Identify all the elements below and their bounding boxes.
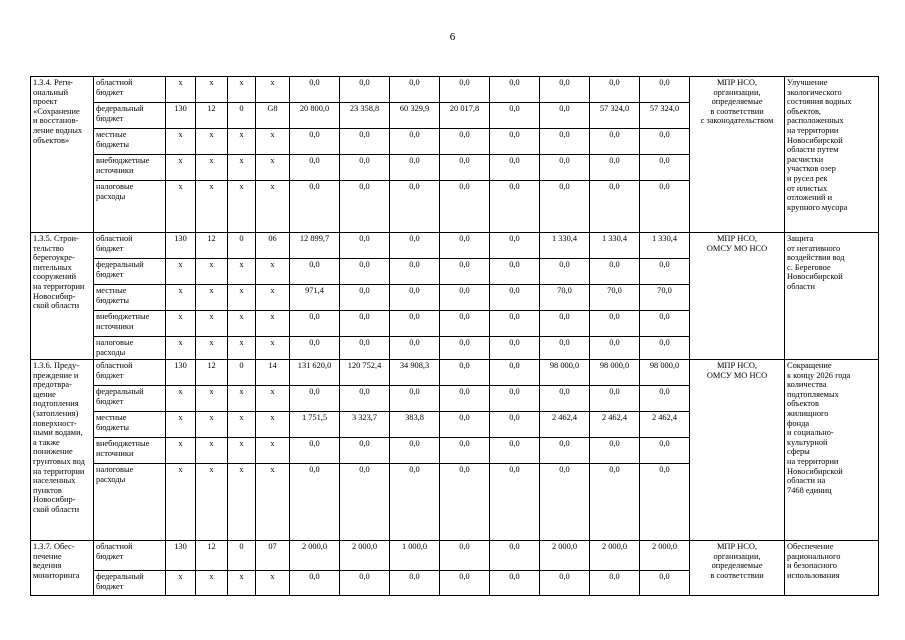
value-cell: 0,0 (590, 129, 640, 155)
value-cell: 0,0 (590, 77, 640, 103)
value-cell: 0,0 (290, 337, 340, 360)
code-cell: x (196, 181, 228, 233)
value-cell: 0,0 (540, 464, 590, 541)
funding-source-cell: местные бюджеты (94, 285, 166, 311)
value-cell: 1 330,4 (540, 233, 590, 259)
value-cell: 0,0 (340, 155, 390, 181)
value-cell: 0,0 (590, 571, 640, 596)
value-cell: 0,0 (540, 311, 590, 337)
value-cell: 0,0 (590, 181, 640, 233)
code-cell: 14 (256, 360, 290, 386)
value-cell: 0,0 (290, 155, 340, 181)
value-cell: 0,0 (290, 259, 340, 285)
value-cell: 0,0 (290, 386, 340, 412)
code-cell: 0 (228, 103, 256, 129)
value-cell: 0,0 (340, 233, 390, 259)
value-cell: 0,0 (590, 311, 640, 337)
value-cell: 0,0 (640, 311, 690, 337)
value-cell: 120 752,4 (340, 360, 390, 386)
executor-cell: МПР НСО, ОМСУ МО НСО (690, 233, 785, 360)
value-cell: 0,0 (290, 181, 340, 233)
value-cell: 0,0 (490, 541, 540, 571)
value-cell: 0,0 (440, 233, 490, 259)
funding-source-cell: федеральный бюджет (94, 103, 166, 129)
code-cell: x (228, 438, 256, 464)
code-cell: x (256, 77, 290, 103)
value-cell: 0,0 (490, 464, 540, 541)
value-cell: 0,0 (640, 259, 690, 285)
funding-source-cell: федеральный бюджет (94, 386, 166, 412)
value-cell: 0,0 (640, 181, 690, 233)
code-cell: x (256, 129, 290, 155)
value-cell: 383,8 (390, 412, 440, 438)
value-cell: 0,0 (390, 438, 440, 464)
value-cell: 0,0 (440, 360, 490, 386)
value-cell: 0,0 (490, 285, 540, 311)
value-cell: 0,0 (490, 386, 540, 412)
funding-source-cell: федеральный бюджет (94, 571, 166, 596)
event-name-cell: 1.3.4. Реги- ональный проект «Сохранение и восстанов- ление водных объектов» (31, 77, 94, 233)
code-cell: 130 (166, 360, 196, 386)
value-cell: 0,0 (440, 412, 490, 438)
value-cell: 2 000,0 (340, 541, 390, 571)
value-cell: 0,0 (290, 129, 340, 155)
value-cell: 0,0 (390, 259, 440, 285)
event-name-cell: 1.3.7. Обес- печение ведения мониторинга (31, 541, 94, 596)
code-cell: x (256, 337, 290, 360)
value-cell: 2 000,0 (640, 541, 690, 571)
value-cell: 0,0 (490, 259, 540, 285)
code-cell: x (228, 285, 256, 311)
value-cell: 0,0 (290, 77, 340, 103)
value-cell: 0,0 (440, 386, 490, 412)
value-cell: 0,0 (590, 259, 640, 285)
value-cell: 0,0 (490, 103, 540, 129)
value-cell: 0,0 (390, 386, 440, 412)
value-cell: 0,0 (440, 77, 490, 103)
value-cell: 0,0 (390, 233, 440, 259)
value-cell: 0,0 (440, 285, 490, 311)
value-cell: 0,0 (540, 181, 590, 233)
table-row (31, 233, 879, 259)
value-cell: 0,0 (590, 337, 640, 360)
table-row (31, 541, 879, 571)
value-cell: 0,0 (540, 155, 590, 181)
value-cell: 0,0 (440, 438, 490, 464)
value-cell: 2 462,4 (640, 412, 690, 438)
event-name-cell: 1.3.5. Строи- тельство берегоукре- пительных сооружений на территории Новосибир- ской области (31, 233, 94, 360)
code-cell: x (256, 464, 290, 541)
value-cell: 0,0 (290, 311, 340, 337)
code-cell: x (166, 438, 196, 464)
code-cell: x (228, 155, 256, 181)
value-cell: 34 908,3 (390, 360, 440, 386)
value-cell: 0,0 (440, 464, 490, 541)
value-cell: 70,0 (590, 285, 640, 311)
code-cell: x (228, 259, 256, 285)
code-cell: x (166, 386, 196, 412)
code-cell: x (196, 571, 228, 596)
value-cell: 0,0 (540, 438, 590, 464)
code-cell: x (228, 464, 256, 541)
code-cell: x (228, 337, 256, 360)
value-cell: 0,0 (390, 464, 440, 541)
code-cell: x (196, 464, 228, 541)
code-cell: x (196, 285, 228, 311)
value-cell: 60 329,9 (390, 103, 440, 129)
value-cell: 0,0 (540, 259, 590, 285)
code-cell: x (256, 181, 290, 233)
code-cell: x (166, 412, 196, 438)
code-cell: x (166, 155, 196, 181)
value-cell: 0,0 (490, 181, 540, 233)
value-cell: 2 000,0 (540, 541, 590, 571)
value-cell: 0,0 (540, 571, 590, 596)
funding-source-cell: областной бюджет (94, 233, 166, 259)
value-cell: 0,0 (440, 337, 490, 360)
value-cell: 0,0 (340, 571, 390, 596)
value-cell: 0,0 (490, 360, 540, 386)
code-cell: x (228, 571, 256, 596)
value-cell: 57 324,0 (640, 103, 690, 129)
value-cell: 0,0 (540, 129, 590, 155)
value-cell: 0,0 (490, 129, 540, 155)
value-cell: 0,0 (640, 386, 690, 412)
code-cell: 0 (228, 541, 256, 571)
funding-source-cell: внебюджетные источники (94, 311, 166, 337)
code-cell: x (256, 412, 290, 438)
value-cell: 0,0 (440, 541, 490, 571)
code-cell: x (166, 464, 196, 541)
value-cell: 98 000,0 (640, 360, 690, 386)
table-row (31, 360, 879, 386)
code-cell: 130 (166, 541, 196, 571)
code-cell: 0 (228, 233, 256, 259)
value-cell: 23 358,8 (340, 103, 390, 129)
value-cell: 2 000,0 (290, 541, 340, 571)
value-cell: 0,0 (390, 311, 440, 337)
funding-source-cell: областной бюджет (94, 541, 166, 571)
value-cell: 0,0 (640, 571, 690, 596)
value-cell: 0,0 (490, 571, 540, 596)
value-cell: 0,0 (540, 386, 590, 412)
value-cell: 57 324,0 (590, 103, 640, 129)
value-cell: 0,0 (490, 155, 540, 181)
value-cell: 0,0 (340, 438, 390, 464)
value-cell: 0,0 (490, 438, 540, 464)
result-cell: Защита от негативного воздействия вод с. Береговое Новосибирской области (785, 233, 879, 360)
funding-source-cell: областной бюджет (94, 360, 166, 386)
value-cell: 131 620,0 (290, 360, 340, 386)
value-cell: 70,0 (540, 285, 590, 311)
code-cell: x (196, 155, 228, 181)
value-cell: 98 000,0 (590, 360, 640, 386)
value-cell: 0,0 (440, 155, 490, 181)
code-cell: 12 (196, 233, 228, 259)
value-cell: 0,0 (390, 337, 440, 360)
code-cell: x (196, 311, 228, 337)
value-cell: 0,0 (340, 259, 390, 285)
code-cell: x (256, 259, 290, 285)
value-cell: 0,0 (340, 386, 390, 412)
result-cell: Сокращение к концу 2026 года количества подтопляемых объектов жилищного фонда и социально- культурной сферы на территории Новосибирской области на 7468 единиц (785, 360, 879, 541)
code-cell: 12 (196, 360, 228, 386)
table-row (31, 77, 879, 103)
value-cell: 20 800,0 (290, 103, 340, 129)
value-cell: 0,0 (390, 77, 440, 103)
code-cell: x (228, 181, 256, 233)
value-cell: 1 000,0 (390, 541, 440, 571)
funding-source-cell: внебюджетные источники (94, 155, 166, 181)
code-cell: 0 (228, 360, 256, 386)
value-cell: 0,0 (390, 181, 440, 233)
value-cell: 0,0 (340, 285, 390, 311)
value-cell: 0,0 (540, 77, 590, 103)
value-cell: 0,0 (290, 571, 340, 596)
value-cell: 0,0 (340, 129, 390, 155)
code-cell: 07 (256, 541, 290, 571)
code-cell: x (256, 438, 290, 464)
code-cell: 06 (256, 233, 290, 259)
code-cell: 130 (166, 103, 196, 129)
value-cell: 0,0 (440, 571, 490, 596)
funding-source-cell: налоговые расходы (94, 181, 166, 233)
code-cell: x (196, 438, 228, 464)
value-cell: 0,0 (440, 259, 490, 285)
value-cell: 0,0 (390, 129, 440, 155)
value-cell: 0,0 (490, 77, 540, 103)
code-cell: x (228, 412, 256, 438)
result-cell: Обеспечение рационального и безопасного использования (785, 541, 879, 596)
code-cell: x (228, 386, 256, 412)
code-cell: x (196, 259, 228, 285)
code-cell: x (196, 412, 228, 438)
value-cell: 0,0 (590, 155, 640, 181)
value-cell: 0,0 (640, 464, 690, 541)
code-cell: x (256, 285, 290, 311)
code-cell: x (166, 181, 196, 233)
code-cell: x (228, 129, 256, 155)
value-cell: 1 751,5 (290, 412, 340, 438)
code-cell: x (196, 337, 228, 360)
value-cell: 12 899,7 (290, 233, 340, 259)
value-cell: 2 000,0 (590, 541, 640, 571)
code-cell: x (166, 77, 196, 103)
funding-source-cell: местные бюджеты (94, 412, 166, 438)
value-cell: 0,0 (290, 464, 340, 541)
result-cell: Улучшение экологического состояния водных объектов, расположенных на территории Новосибирской области путем расчистки участков озер и русел рек от илистых отложений и крупного мусора (785, 77, 879, 233)
funding-source-cell: внебюджетные источники (94, 438, 166, 464)
value-cell: 0,0 (440, 129, 490, 155)
value-cell: 0,0 (440, 181, 490, 233)
value-cell: 98 000,0 (540, 360, 590, 386)
value-cell: 70,0 (640, 285, 690, 311)
value-cell: 0,0 (640, 129, 690, 155)
funding-source-cell: областной бюджет (94, 77, 166, 103)
budget-table (30, 76, 879, 596)
value-cell: 0,0 (440, 311, 490, 337)
value-cell: 0,0 (340, 77, 390, 103)
value-cell: 0,0 (590, 464, 640, 541)
value-cell: 2 462,4 (590, 412, 640, 438)
value-cell: 0,0 (590, 438, 640, 464)
value-cell: 0,0 (340, 337, 390, 360)
value-cell: 0,0 (490, 412, 540, 438)
code-cell: x (166, 311, 196, 337)
value-cell: 0,0 (290, 438, 340, 464)
value-cell: 20 017,8 (440, 103, 490, 129)
code-cell: x (228, 77, 256, 103)
value-cell: 0,0 (490, 311, 540, 337)
value-cell: 0,0 (590, 386, 640, 412)
code-cell: 130 (166, 233, 196, 259)
value-cell: 0,0 (340, 181, 390, 233)
value-cell: 0,0 (340, 311, 390, 337)
value-cell: 1 330,4 (590, 233, 640, 259)
code-cell: x (196, 129, 228, 155)
executor-cell: МПР НСО, ОМСУ МО НСО (690, 360, 785, 541)
value-cell: 0,0 (640, 77, 690, 103)
code-cell: x (166, 337, 196, 360)
table-body (31, 77, 879, 596)
value-cell: 2 462,4 (540, 412, 590, 438)
page-number: 6 (449, 31, 456, 43)
code-cell: 12 (196, 103, 228, 129)
value-cell: 0,0 (540, 337, 590, 360)
code-cell: x (256, 571, 290, 596)
code-cell: x (166, 571, 196, 596)
value-cell: 0,0 (340, 464, 390, 541)
value-cell: 0,0 (640, 337, 690, 360)
value-cell: 0,0 (540, 103, 590, 129)
value-cell: 3 323,7 (340, 412, 390, 438)
code-cell: x (196, 77, 228, 103)
funding-source-cell: местные бюджеты (94, 129, 166, 155)
executor-cell: МПР НСО, организации, определяемые в соответствии с законодательством (690, 77, 785, 233)
value-cell: 0,0 (390, 285, 440, 311)
funding-source-cell: налоговые расходы (94, 337, 166, 360)
code-cell: x (196, 386, 228, 412)
code-cell: 12 (196, 541, 228, 571)
value-cell: 1 330,4 (640, 233, 690, 259)
code-cell: x (228, 311, 256, 337)
value-cell: 971,4 (290, 285, 340, 311)
value-cell: 0,0 (390, 571, 440, 596)
value-cell: 0,0 (490, 337, 540, 360)
code-cell: x (166, 285, 196, 311)
code-cell: x (166, 259, 196, 285)
code-cell: x (166, 129, 196, 155)
code-cell: x (256, 386, 290, 412)
executor-cell: МПР НСО, организации, определяемые в соответствии (690, 541, 785, 596)
value-cell: 0,0 (390, 155, 440, 181)
value-cell: 0,0 (640, 155, 690, 181)
event-name-cell: 1.3.6. Преду- преждение и предотвра- щение подтопления (затопления) поверхност- ными водами, а также понижение грунтовых вод на территории населенных пунктов Новосибир- ской области (31, 360, 94, 541)
value-cell: 0,0 (490, 233, 540, 259)
funding-source-cell: налоговые расходы (94, 464, 166, 541)
code-cell: x (256, 311, 290, 337)
code-cell: G8 (256, 103, 290, 129)
value-cell: 0,0 (640, 438, 690, 464)
funding-source-cell: федеральный бюджет (94, 259, 166, 285)
code-cell: x (256, 155, 290, 181)
